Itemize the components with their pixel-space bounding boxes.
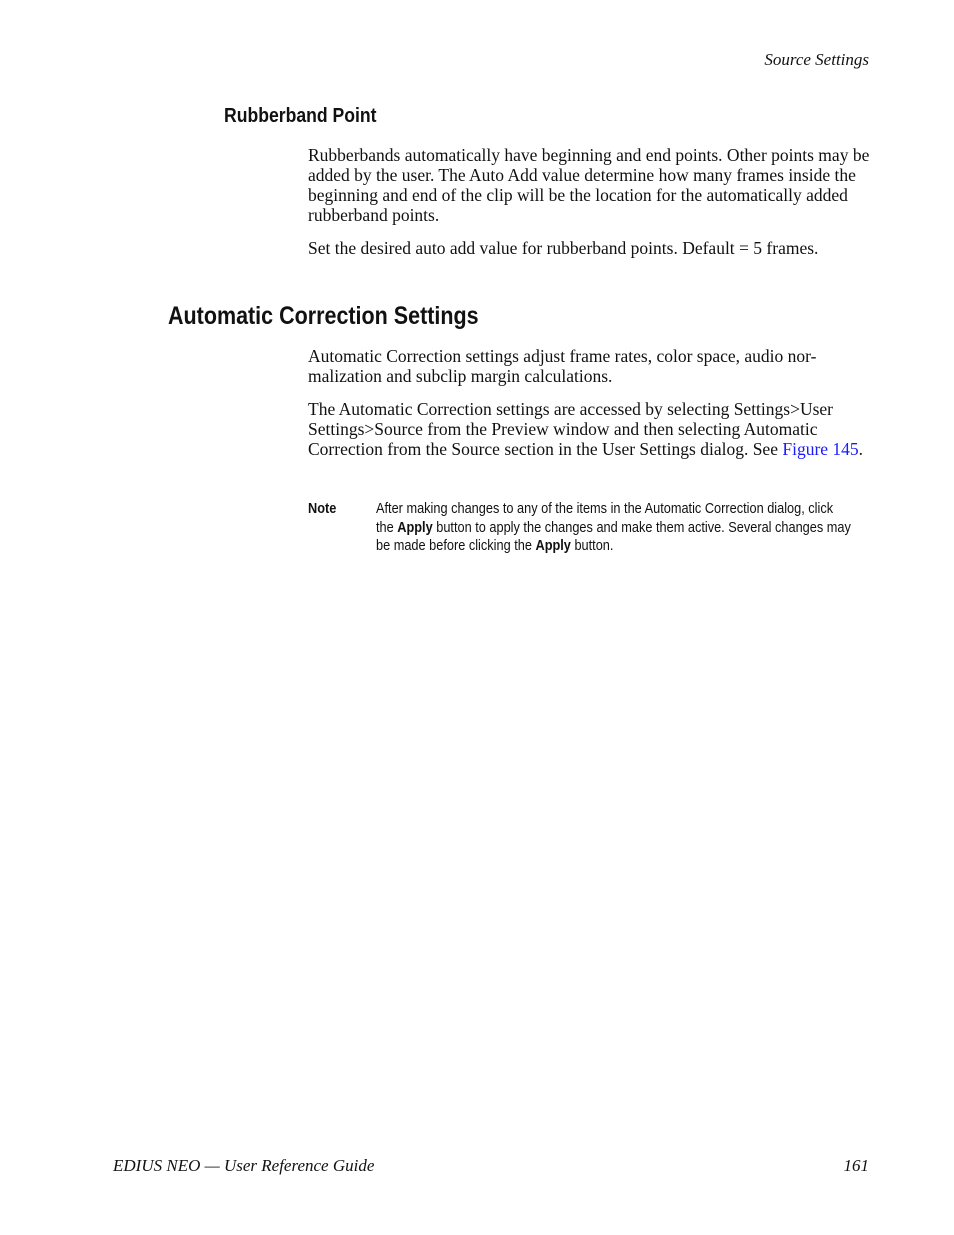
note-apply-bold-1: Apply — [397, 518, 433, 536]
footer-guide-title: EDIUS NEO — User Reference Guide — [113, 1156, 375, 1175]
auto-correction-paragraph-1-line-1: Automatic Correction settings adjust frame rates, color space, audio nor- — [308, 346, 817, 366]
note-text — [376, 500, 852, 556]
auto-correction-paragraph-2 — [308, 399, 870, 459]
note-text-part-2: button to apply the changes and make them active. Several changes may be made before clicking the — [376, 518, 851, 554]
rubberband-paragraph-2: Set the desired auto add value for rubberband points. Default = 5 frames. — [308, 238, 819, 258]
section-heading-rubberband-point: Rubberband Point — [224, 105, 377, 127]
auto-correction-paragraph-1 — [308, 346, 870, 386]
note-label: Note — [308, 500, 337, 517]
running-header: Source Settings — [764, 50, 869, 69]
note-text-part-1: After making changes to any of the items in the Automatic Correction dialog, click the — [376, 500, 834, 536]
section-heading-automatic-correction: Automatic Correction Settings — [168, 302, 479, 330]
footer-page-number: 161 — [843, 1156, 869, 1175]
figure-145-link[interactable]: Figure 145 — [782, 439, 859, 459]
rubberband-paragraph-1: Rubberbands automatically have beginning and end points. Other points may be added by the user. The Auto Add value determine how many frames inside the beginning and end of the clip will be the location for the automatically added rubberband points. — [308, 145, 870, 225]
auto-correction-paragraph-2-text: The Automatic Correction settings are accessed by selecting Settings>User Settings>Source from the Preview window and then selecting Automatic Correction from the Source section in the User Settings dialog. See — [308, 399, 833, 459]
note-apply-bold-2: Apply — [535, 537, 571, 554]
auto-correction-paragraph-2-end: . — [858, 439, 864, 459]
auto-correction-paragraph-1-line-2: malization and subclip margin calculations. — [308, 366, 613, 386]
note-text-part-3: button. — [570, 537, 614, 554]
